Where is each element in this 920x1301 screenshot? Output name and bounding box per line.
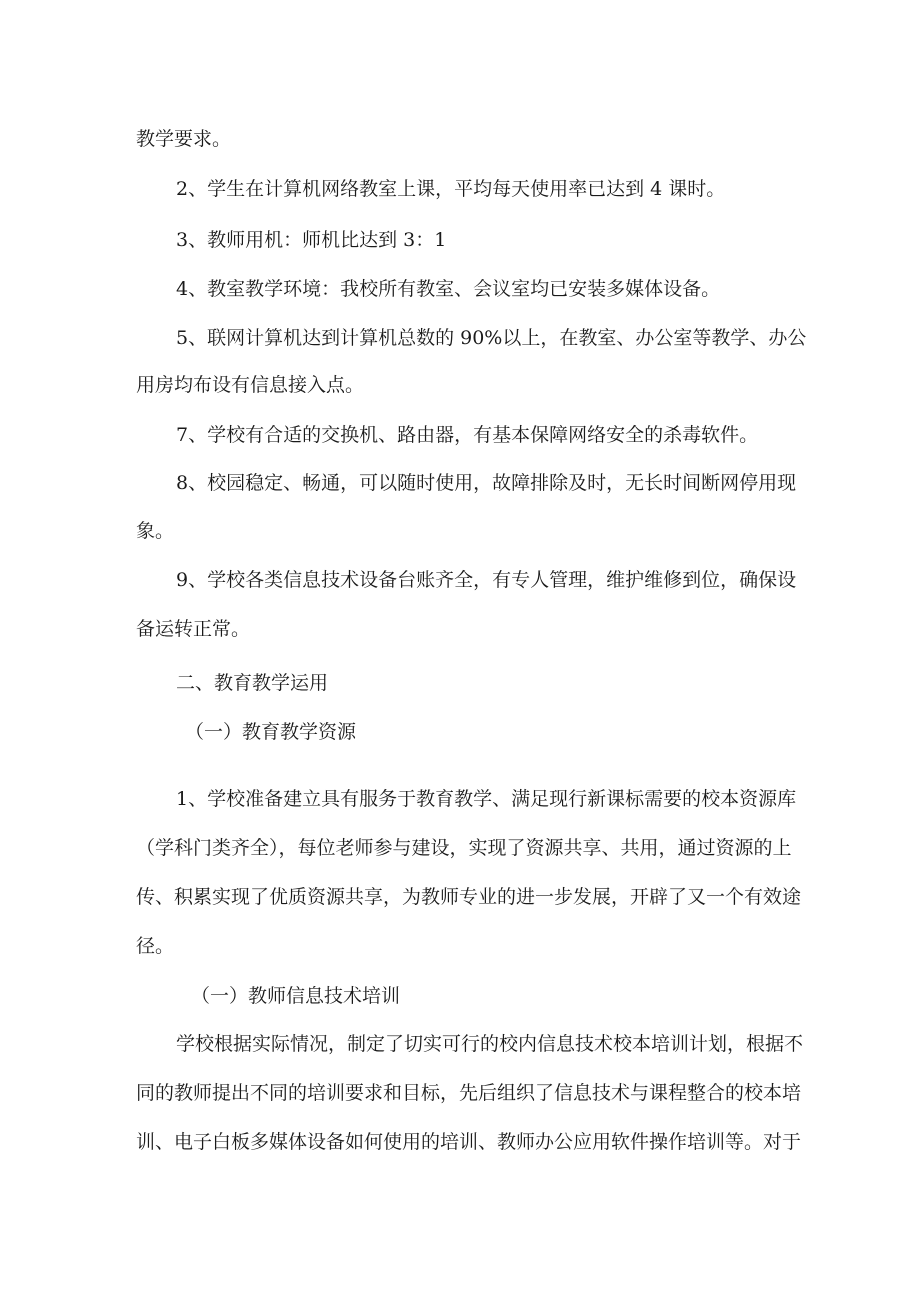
item-3-line: 3、教师用机：师机比达到 3：1 [176,229,447,251]
item-5-line-1: 5、联网计算机达到计算机总数的 90%以上，在教室、办公室等教学、办公 [176,327,807,349]
item-8-line-2: 象。 [136,520,175,542]
training-paragraph-line-2: 同的教师提出不同的培训要求和目标，先后组织了信息技术与课程整合的校本培 [136,1082,802,1104]
item-5-line-2: 用房均布设有信息接入点。 [136,374,365,396]
item-8-line-1: 8、校园稳定、畅通，可以随时使用，故障排除及时，无长时间断网停用现 [176,472,797,494]
item-9-line-1: 9、学校各类信息技术设备台账齐全，有专人管理，维护维修到位，确保设 [176,569,797,591]
resource-item-1-line-3: 传、积累实现了优质资源共享，为教师专业的进一步发展，开辟了又一个有效途 [136,886,802,908]
section-heading-2: 二、教育教学运用 [176,672,329,694]
text-line-continuation: 教学要求。 [136,128,232,150]
item-4-line: 4、教室教学环境：我校所有教室、会议室均已安装多媒体设备。 [176,278,721,300]
subsection-heading-training: （一）教师信息技术培训 [191,985,401,1007]
training-paragraph-line-3: 训、电子白板多媒体设备如何使用的培训、教师办公应用软件操作培训等。对于 [136,1131,802,1153]
resource-item-1-line-1: 1、学校准备建立具有服务于教育教学、满足现行新课标需要的校本资源库 [176,788,797,810]
item-7-line: 7、学校有合适的交换机、路由器，有基本保障网络安全的杀毒软件。 [176,424,759,446]
training-paragraph-line-1: 学校根据实际情况，制定了切实可行的校内信息技术校本培训计划，根据不 [176,1033,804,1055]
item-2-line: 2、学生在计算机网络教室上课，平均每天使用率已达到 4 课时。 [176,178,726,200]
item-9-line-2: 备运转正常。 [136,618,251,640]
resource-item-1-line-4: 径。 [136,935,175,957]
subsection-heading-resources: （一）教育教学资源 [185,721,357,743]
resource-item-1-line-2: （学科门类齐全），每位老师参与建设，实现了资源共享、共用，通过资源的上 [136,837,792,859]
